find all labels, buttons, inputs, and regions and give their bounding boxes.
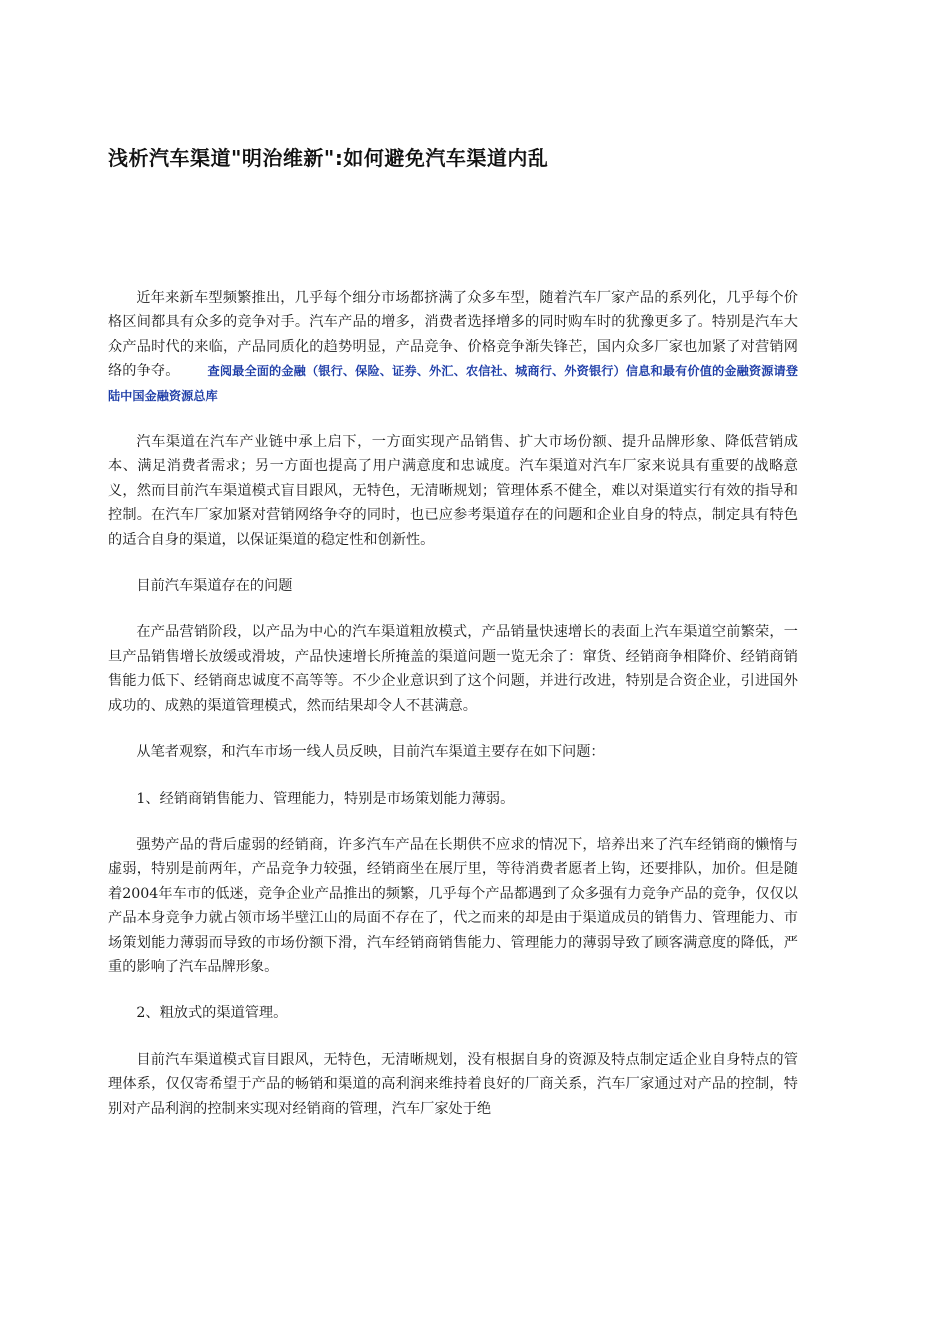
heading-text: 目前汽车渠道存在的问题	[136, 578, 293, 595]
paragraph-text: 强势产品的背后虚弱的经销商，许多汽车产品在长期供不应求的情况下，培养出来了汽车经销商的懒惰与虚弱，特别是前两年，产品竞争力较强，经销商坐在展厅里，等待消费者愿者上钩，还要排队，加价。但是随着2004年车市的低迷，竞争企业产品推出的频繁，几乎每个产品都遇到了众多强有力竞争产品的竞争，仅仅以产品本身竞争力就占领市场半壁江山的局面不存在了，代之而来的却是由于渠道成员的销售力、管理能力、市场策划能力薄弱而导致的市场份额下滑，汽车经销商销售能力、管理能力的薄弱导致了顾客满意度的降低，严重的影响了汽车品牌形象。	[108, 836, 798, 975]
paragraph-extensive-management	[108, 1048, 798, 1121]
document-title: 浅析汽车渠道"明治维新":如何避免汽车渠道内乱	[108, 146, 549, 170]
list-item-heading-2	[108, 1001, 798, 1025]
paragraph-text: 近年来新车型频繁推出，几乎每个细分市场都挤满了众多车型，随着汽车厂家产品的系列化，几乎每个价格区间都具有众多的竞争对手。汽车产品的增多，消费者选择增多的同时购车时的犹豫更多了。特别是汽车大众产品时代的来临，产品同质化的趋势明显，产品竞争、价格竞争渐失锋芒，国内众多厂家也加紧了对营销网络的争夺。	[108, 290, 798, 380]
finance-resource-link[interactable]: 查阅最全面的金融（银行、保险、证券、外汇、农信社、城商行、外资银行）信息和最有价值的金融资源请登陆中国金融资源总库	[108, 364, 798, 403]
paragraph-marketing-stage	[108, 620, 798, 718]
paragraph-observation	[108, 740, 798, 764]
paragraph-channel-importance	[108, 430, 798, 552]
document-body	[108, 286, 798, 1143]
heading-text: 1、经销商销售能力、管理能力，特别是市场策划能力薄弱。	[136, 790, 515, 807]
section-heading-problems	[108, 574, 798, 598]
paragraph-weak-dealers	[108, 833, 798, 979]
paragraph-text: 汽车渠道在汽车产业链中承上启下，一方面实现产品销售、扩大市场份额、提升品牌形象、降低营销成本、满足消费者需求；另一方面也提高了用户满意度和忠诚度。汽车渠道对汽车厂家来说具有重要的战略意义，然而目前汽车渠道模式盲目跟风，无特色，无清晰规划；管理体系不健全，难以对渠道实行有效的指导和控制。在汽车厂家加紧对营销网络争夺的同时，也已应参考渠道存在的问题和企业自身的特点，制定具有特色的适合自身的渠道，以保证渠道的稳定性和创新性。	[108, 434, 798, 548]
heading-text: 2、粗放式的渠道管理。	[136, 1005, 288, 1022]
paragraph-text: 目前汽车渠道模式盲目跟风，无特色，无清晰规划，没有根据自身的资源及特点制定适企业自身特点的管理体系，仅仅寄希望于产品的畅销和渠道的高利润来维持着良好的厂商关系，汽车厂家通过对产品的控制，特别对产品利润的控制来实现对经销商的管理，汽车厂家处于绝	[108, 1051, 798, 1117]
paragraph-text: 在产品营销阶段，以产品为中心的汽车渠道粗放模式，产品销量快速增长的表面上汽车渠道空前繁荣，一旦产品销售增长放缓或滑坡，产品快速增长所掩盖的渠道问题一览无余了：窜货、经销商争相降价、经销商销售能力低下、经销商忠诚度不高等等。不少企业意识到了这个问题，并进行改进，特别是合资企业，引进国外成功的、成熟的渠道管理模式，然而结果却令人不甚满意。	[108, 624, 798, 714]
list-item-heading-1	[108, 787, 798, 811]
paragraph-text: 从笔者观察，和汽车市场一线人员反映，目前汽车渠道主要存在如下问题：	[136, 744, 605, 761]
paragraph-intro	[108, 286, 798, 408]
